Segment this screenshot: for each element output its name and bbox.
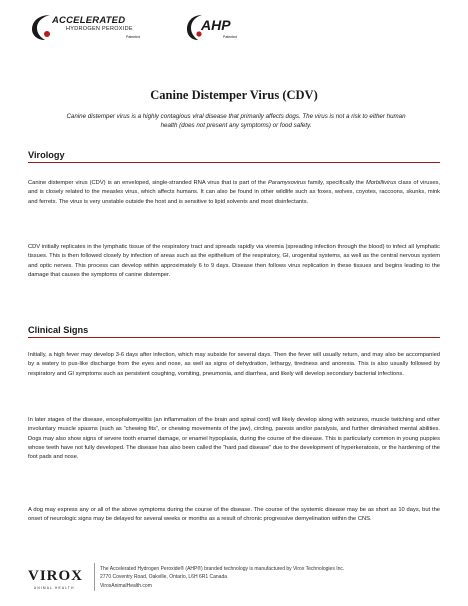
logo-swoosh-icon <box>30 12 54 42</box>
footer-line-3: ViroxAnimalHealth.com <box>100 582 152 589</box>
virox-brand-sub: ANIMAL HEALTH <box>34 586 75 590</box>
footer-divider <box>94 563 95 591</box>
footer-line-1: The Accelerated Hydrogen Peroxide® (AHP®) branded technology is manufactured by Virox Technologies Inc. <box>100 566 345 572</box>
document-title: Canine Distemper Virus (CDV) <box>150 88 318 102</box>
footer-line-2: 2770 Coventry Road, Oakville, Ontario, L6H 6R1 Canada <box>100 574 228 581</box>
virox-logo <box>22 564 92 588</box>
ahp-logo <box>185 10 240 44</box>
accelerated-hydrogen-peroxide-logo <box>30 10 150 44</box>
document-intro: Canine distemper virus is a highly contagious viral disease that primarily affects dogs. The virus is not a risk to either human health (does not present any symptoms) or food safety. <box>66 113 406 129</box>
footer-text <box>100 565 344 590</box>
virox-brand: VIROX <box>28 568 84 584</box>
logo-left-mark: Patented <box>126 35 141 39</box>
clinical-paragraph-2: In later stages of the disease, encephalomyelitis (an inflammation of the brain and spinal cord) will likely develop along with seizures, muscle twitching and other involuntary muscle spasms (such as “chewing fits”, or chewing movements of the jaw), circling, paresis and/or paralysis, and further diminished mental abilities. Dogs may also show signs of severe tooth enamel damage, or enamel hypoplasia, during the course of the disease. This is particularly common in young puppies whose teeth have not fully developed. The disease has also been called the “hard pad disease” due to the development of hyperkeratosis, or the hardening of the foot pads and nose. <box>28 417 440 461</box>
virology-paragraph-2: CDV initially replicates in the lymphatic tissue of the respiratory tract and spreads rapidly via viremia (spreading infection through the blood) to infect all lymphatic tissues. This is then followed closely by infection of areas such as the epithelium of the respiratory, GI, urogenital systems, as well as the central nervous system and optic nerves. This process can develop within approximately 6 to 9 days. Disease then follows virus replication in these tissues and begins leading to the damage that causes the symptoms of canine distemper. <box>28 244 440 279</box>
page-footer <box>20 556 450 600</box>
section-heading-clinical-signs: Clinical Signs <box>28 325 440 338</box>
clinical-paragraph-1: Initially, a high fever may develop 3-6 days after infection, which may subside for several days. Then the fever will usually return, and may also be accompanied by a watery to pus-like discharge from the eyes and nose, as well as signs of dehydration, lethargy, tiredness and anorexia. This is also usually followed by respiratory and GI symptoms such as persistent coughing, vomiting, pneumonia, and diarrhea, and likely will develop secondary bacterial infections. <box>28 352 440 377</box>
logo-left-sub: HYDROGEN PEROXIDE <box>66 26 133 32</box>
ahp-logo-mark: Patented <box>223 35 238 39</box>
header-logos <box>30 10 450 44</box>
clinical-paragraph-3: A dog may express any or all of the above symptoms during the course of the disease. The course of the systemic disease may be as short as 10 days, but the onset of neurologic signs may be delayed for several weeks or months as a result of chronic progressive demyelination within the CNS. <box>28 507 440 523</box>
ahp-logo-text: AHP <box>201 17 231 33</box>
logo-left-name: ACCELERATED <box>52 15 126 26</box>
section-heading-virology: Virology <box>28 150 440 163</box>
virology-paragraph-1: Canine distemper virus (CDV) is an enveloped, single-stranded RNA virus that is part of the Paramyxovirus family, specifically the Morbillivirus class of viruses, and is closely related to the measles virus, which affects humans. It can also be found in other wildlife such as foxes, wolves, coyotes, raccoons, skunks, mink and ferrets. The virus is very unstable outside the host and is sensitive to lipid solvents and most disinfectants. <box>28 180 440 205</box>
